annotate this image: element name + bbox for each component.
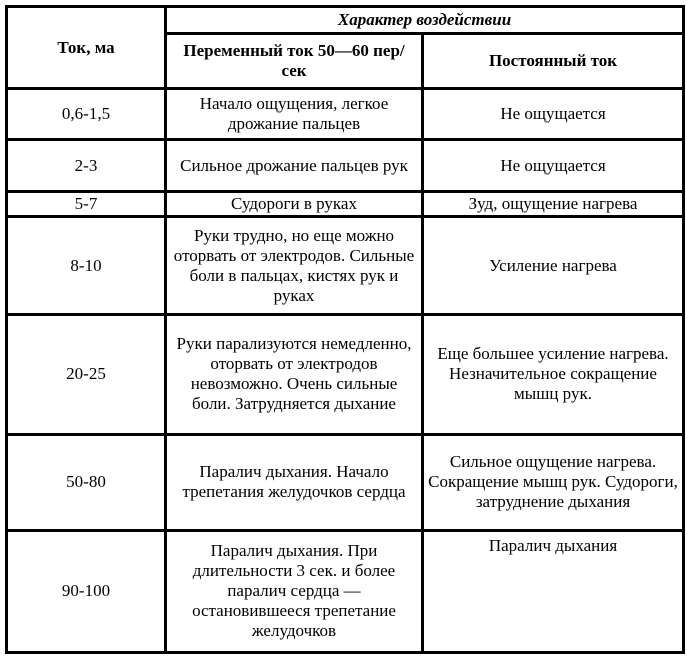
document-page xyxy=(5,5,682,654)
table-row xyxy=(8,316,682,433)
dc-effect-cell: Не ощущается xyxy=(424,141,682,189)
dc-effect-cell: Еще большее усиление нагрева. Незначительное сокращение мышц рук. xyxy=(424,316,682,433)
dc-effect-cell: Паралич дыхания xyxy=(424,532,682,651)
dc-effect-cell: Усиление нагрева xyxy=(424,218,682,313)
ac-effect-cell: Судороги в руках xyxy=(167,193,421,215)
header-ac: Переменный ток 50—60 пер/сек xyxy=(167,35,421,87)
dc-effect-cell: Сильное ощущение нагрева. Сокращение мышц рук. Судороги, затруднение дыхания xyxy=(424,436,682,529)
current-cell: 50-80 xyxy=(8,436,164,529)
table-row xyxy=(8,193,682,215)
ac-effect-cell: Руки парализуются немедленно, оторвать от электродов невозможно. Очень сильные боли. Затрудняется дыхание xyxy=(167,316,421,433)
ac-effect-cell: Начало ощущения, легкое дрожание пальцев xyxy=(167,90,421,138)
table-row xyxy=(8,436,682,529)
table-row xyxy=(8,141,682,189)
current-cell: 0,6-1,5 xyxy=(8,90,164,138)
current-cell: 5-7 xyxy=(8,193,164,215)
ac-effect-cell: Сильное дрожание пальцев рук xyxy=(167,141,421,189)
header-current: Ток, ма xyxy=(8,8,164,87)
current-cell: 20-25 xyxy=(8,316,164,433)
table-row xyxy=(8,218,682,313)
dc-effect-cell: Зуд, ощущение нагрева xyxy=(424,193,682,215)
electric-current-effects-table xyxy=(5,5,685,654)
table-row xyxy=(8,90,682,138)
current-cell: 2-3 xyxy=(8,141,164,189)
dc-effect-cell: Не ощущается xyxy=(424,90,682,138)
header-dc: Постоянный ток xyxy=(424,35,682,87)
current-cell: 8-10 xyxy=(8,218,164,313)
ac-effect-cell: Паралич дыхания. Начало трепетания желудочков сердца xyxy=(167,436,421,529)
current-cell: 90-100 xyxy=(8,532,164,651)
ac-effect-cell: Паралич дыхания. При длительности 3 сек. и более паралич сердца — остановившееся трепетание желудочков xyxy=(167,532,421,651)
ac-effect-cell: Руки трудно, но еще можно оторвать от электродов. Сильные боли в пальцах, кистях рук и руках xyxy=(167,218,421,313)
header-effect-group: Характер воздействии xyxy=(167,8,682,32)
table-row xyxy=(8,532,682,651)
